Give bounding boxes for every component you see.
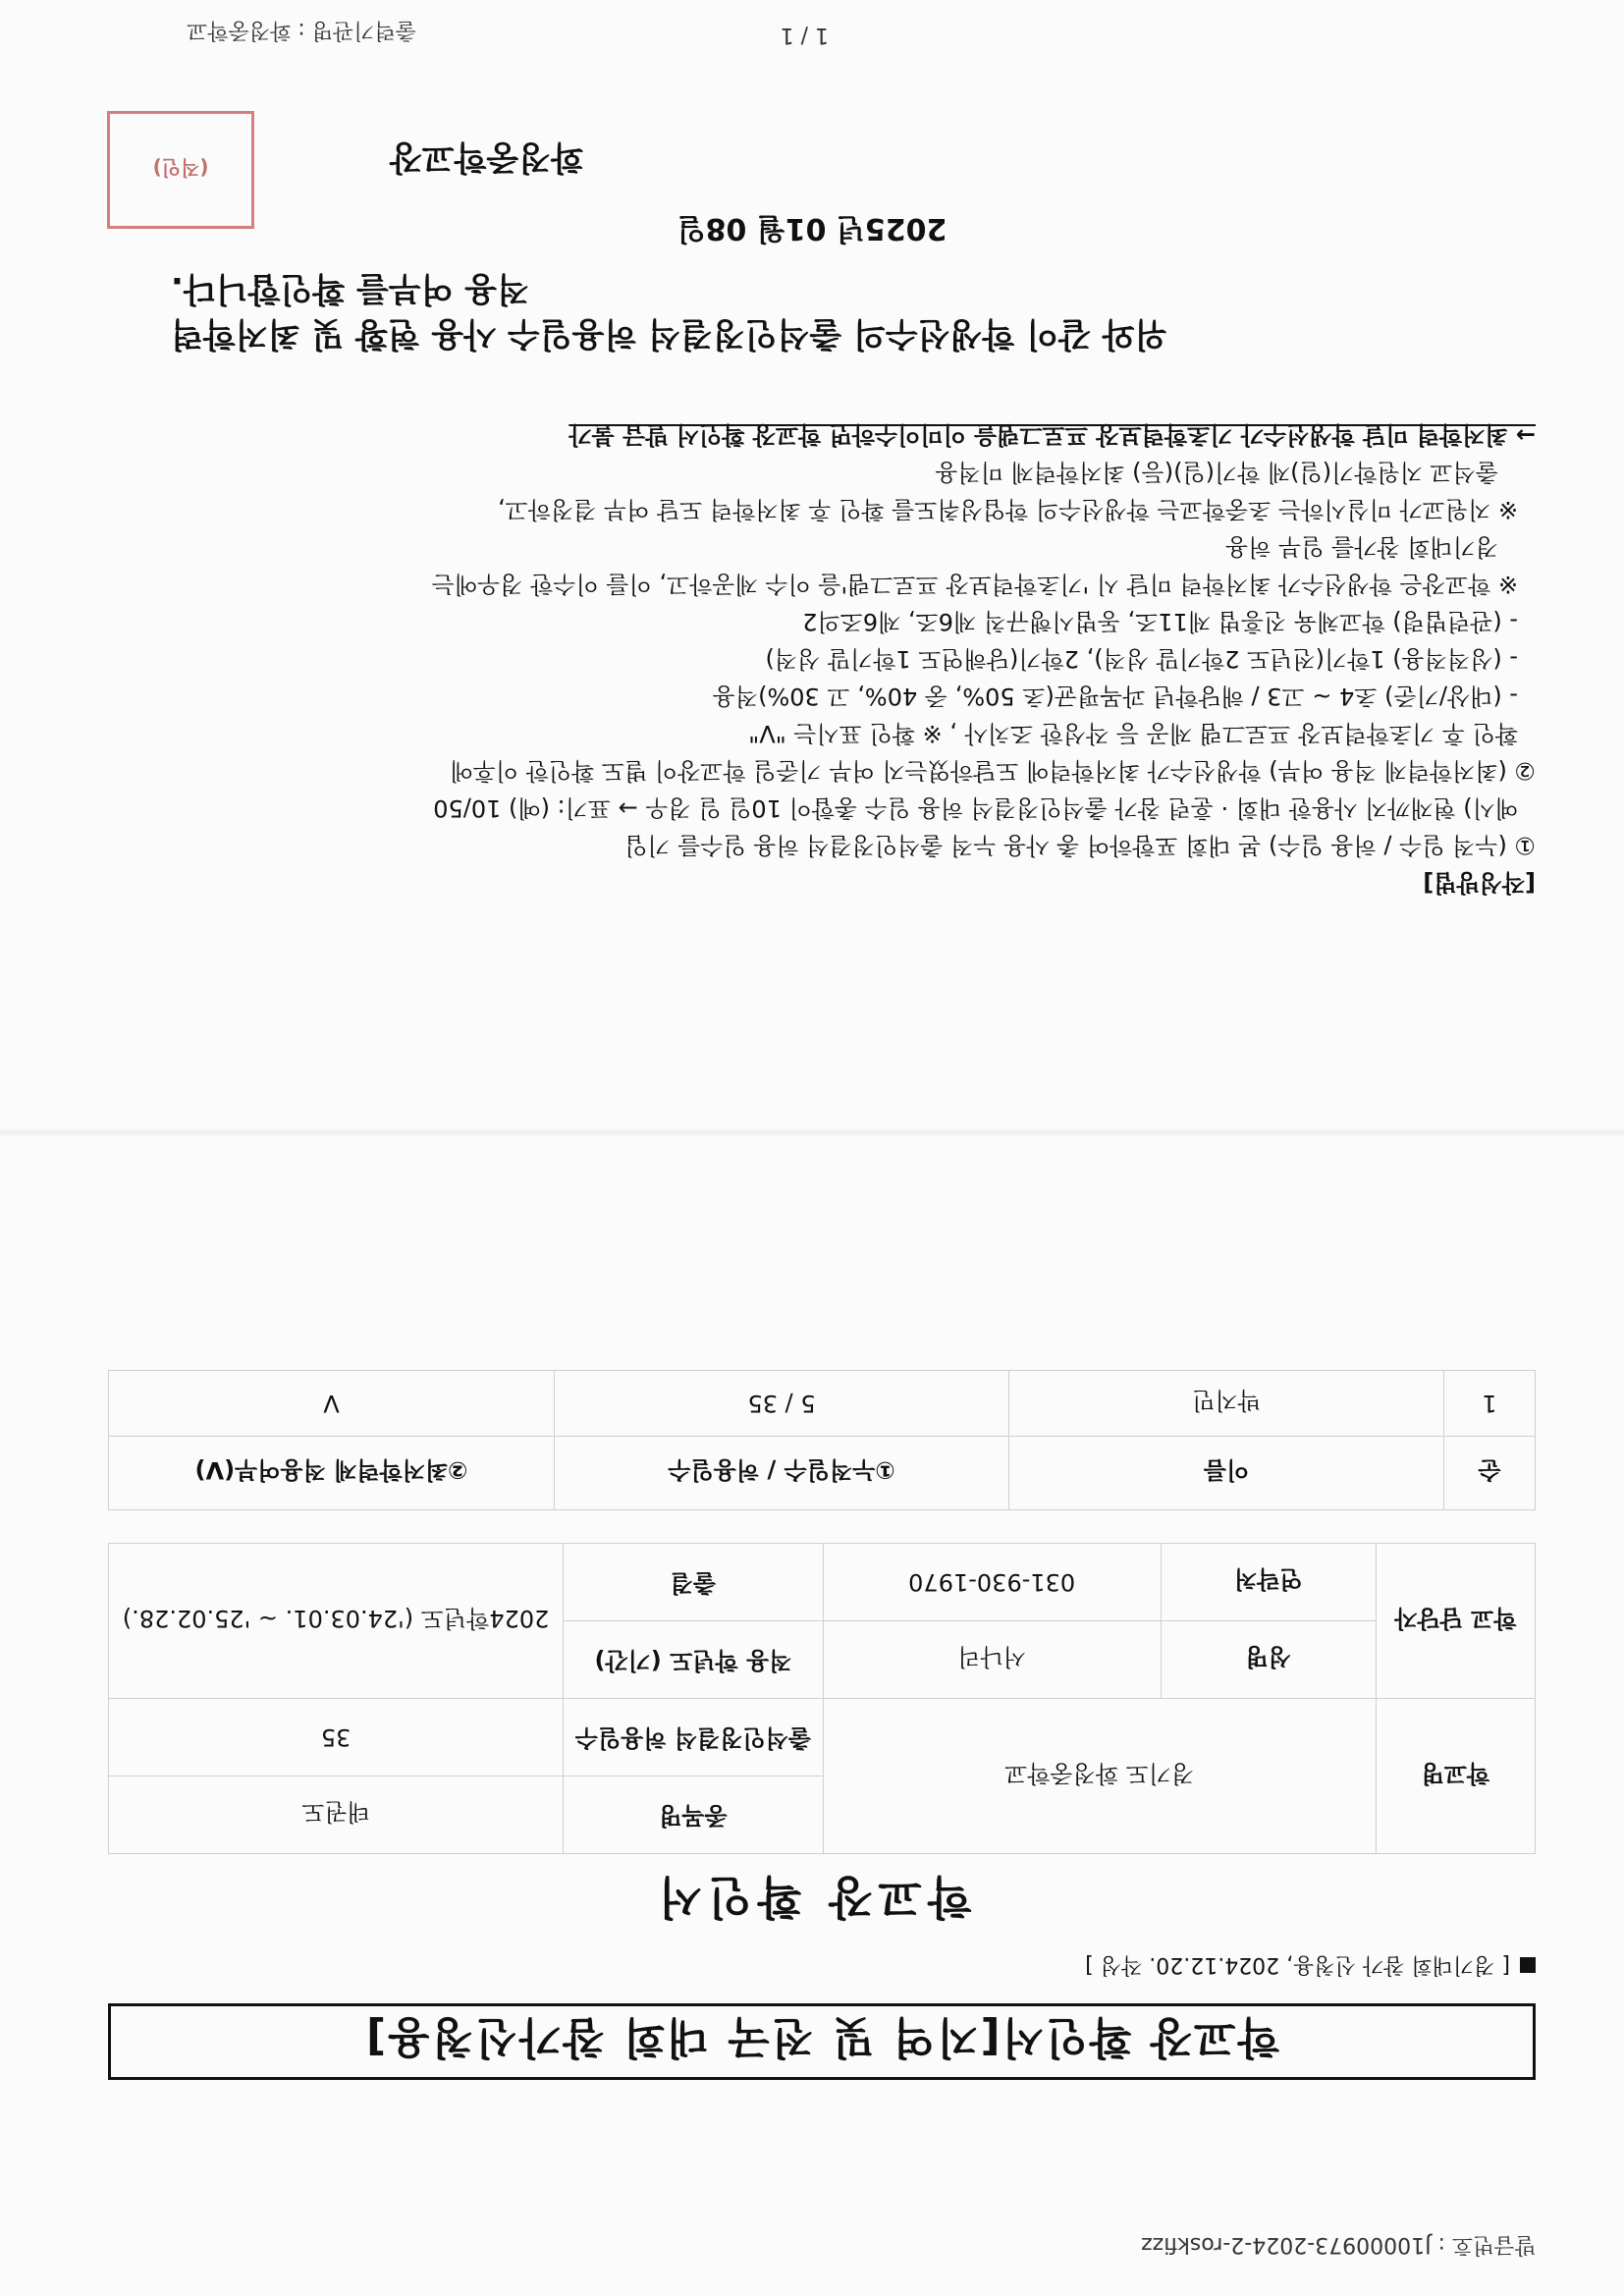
note-line: - (관련법령) 학교체육 진흥법 제11조, 동법시행규칙 제6조, 제6조의2 xyxy=(802,608,1518,635)
col-header-name: 이름 xyxy=(1009,1437,1444,1510)
paper-fold-line xyxy=(0,1127,1624,1137)
name-label: 성명 xyxy=(1161,1621,1376,1699)
col-header-min-academic: ②최저학력제 적용여부(V) xyxy=(109,1437,555,1510)
seal-text: (직인) xyxy=(152,156,209,181)
cell-no: 1 xyxy=(1444,1371,1536,1437)
official-seal-stamp xyxy=(107,111,254,229)
table-row xyxy=(109,1371,1536,1437)
school-info-table xyxy=(108,1543,1536,1854)
criterion-value: 출결 xyxy=(564,1544,823,1621)
name-value: 서나리 xyxy=(823,1621,1161,1699)
instructions-heading: [작성방법] xyxy=(1423,869,1536,897)
note-line: ※ 지원교가 미실시하는 초중학교는 학생선수의 학업성취도를 확인 후 최저학력 도달 여부 결정하고, xyxy=(497,496,1518,523)
note-line: - (대상/기준) 초4 ~ 고3 / 해당학년 과목평균(초 50%, 중 40%, 고 30%)적용 xyxy=(712,683,1518,710)
contact-value: 031-930-1970 xyxy=(823,1544,1161,1621)
allowed-days-label: 출석인정결석 허용일수 xyxy=(564,1699,823,1777)
manager-label: 학교 담당자 xyxy=(1376,1544,1535,1699)
principal-title: 화정중학교장 xyxy=(389,137,583,177)
allowed-days-value: 35 xyxy=(109,1699,564,1777)
note-line: 확인 후 기초학력보장 프로그램 제공 등 작성한 조치사 , ※ 확인 표시는 "V" xyxy=(748,720,1518,747)
square-bullet-icon xyxy=(1520,1957,1536,1973)
sport-value: 태권도 xyxy=(109,1777,564,1854)
col-header-no: 순 xyxy=(1444,1437,1536,1510)
note-line: ② (최저학력제 적용 여부) 학생선수가 최저학력에 도달하였는지 여부 기준일 학교장이 별도 확인한 이후에 xyxy=(450,757,1536,785)
cell-min-academic: V xyxy=(109,1371,555,1437)
note-line: 출석교 지원학기(일)제 학기(일)(등) 최저학력제 미적용 xyxy=(935,459,1498,486)
col-header-days: ①누적일수 / 허용일수 xyxy=(555,1437,1009,1510)
page-number: 1 / 1 xyxy=(780,23,829,47)
period-value: 2024학년도 ('24.03.01. ~ '25.02.28.) xyxy=(109,1544,564,1699)
note-line-emphasis: → 최저학력 미달 학생선수가 기초학력보장 프로그램을 이미이수하면 학교장 확인서 발급 불가 xyxy=(568,421,1536,449)
document-number: 발급번호 : J10000973-2024-2-roskfizz xyxy=(1141,2232,1536,2257)
note-line: - (성적적용) 1학기(전년도 2학기말 성적), 2학기(당해연도 1학기말 성적) xyxy=(765,645,1518,673)
note-line: ① (누적 일수 / 허용 일수) 본 대회 포함하여 총 사용 누적 출석인정결석 허용 일수를 기입 xyxy=(624,832,1536,859)
confirmation-line-1: 위와 같이 학생선수의 출석인정결석 허용일수 사용 현황 및 최저학력 xyxy=(171,314,1167,354)
issue-date: 2025년 01월 08일 xyxy=(677,211,947,246)
source-note xyxy=(1085,1951,1536,1982)
footer-source: 출력기관명 : 화정중학교 xyxy=(187,18,416,42)
criterion-label: 적용 학년도 (기간) xyxy=(564,1621,823,1699)
source-note-text: [ 경기대회 참가 신청용, 2024.12.20. 작성 ] xyxy=(1085,1952,1510,1977)
confirmation-statement xyxy=(171,266,1624,356)
note-line: 예시) 현재까지 사용한 대회 · 훈련 참가 출석인정결석 허용 일수 총합이 10일 일 경우 → 표기: (예) 10/50 xyxy=(433,794,1518,822)
school-value: 경기도 화정중학교 xyxy=(823,1699,1376,1854)
document-title: 학교장 확인서[지역 및 전국 대회 참가신청용] xyxy=(108,2003,1536,2080)
table-header-row xyxy=(109,1437,1536,1510)
school-label: 학교명 xyxy=(1376,1699,1535,1854)
student-result-table xyxy=(108,1370,1536,1510)
sport-label: 종목명 xyxy=(564,1777,823,1854)
cell-name: 박지민 xyxy=(1009,1371,1444,1437)
instructions-section xyxy=(102,416,1536,902)
page-heading: 학교장 확인서 xyxy=(652,1871,972,1924)
cell-days: 5 / 35 xyxy=(555,1371,1009,1437)
confirmation-line-2: 적용 여부를 확인합니다. xyxy=(171,269,530,308)
contact-label: 연락처 xyxy=(1161,1544,1376,1621)
note-line: 경기대회 참가를 일부 허용 xyxy=(1225,533,1498,561)
note-line: ※ 학교장은 학생선수가 최저학력 미달 시 '기초학력보장 프로그램'을 이수 제공하고, 이를 이수한 경우에는 xyxy=(431,571,1518,598)
